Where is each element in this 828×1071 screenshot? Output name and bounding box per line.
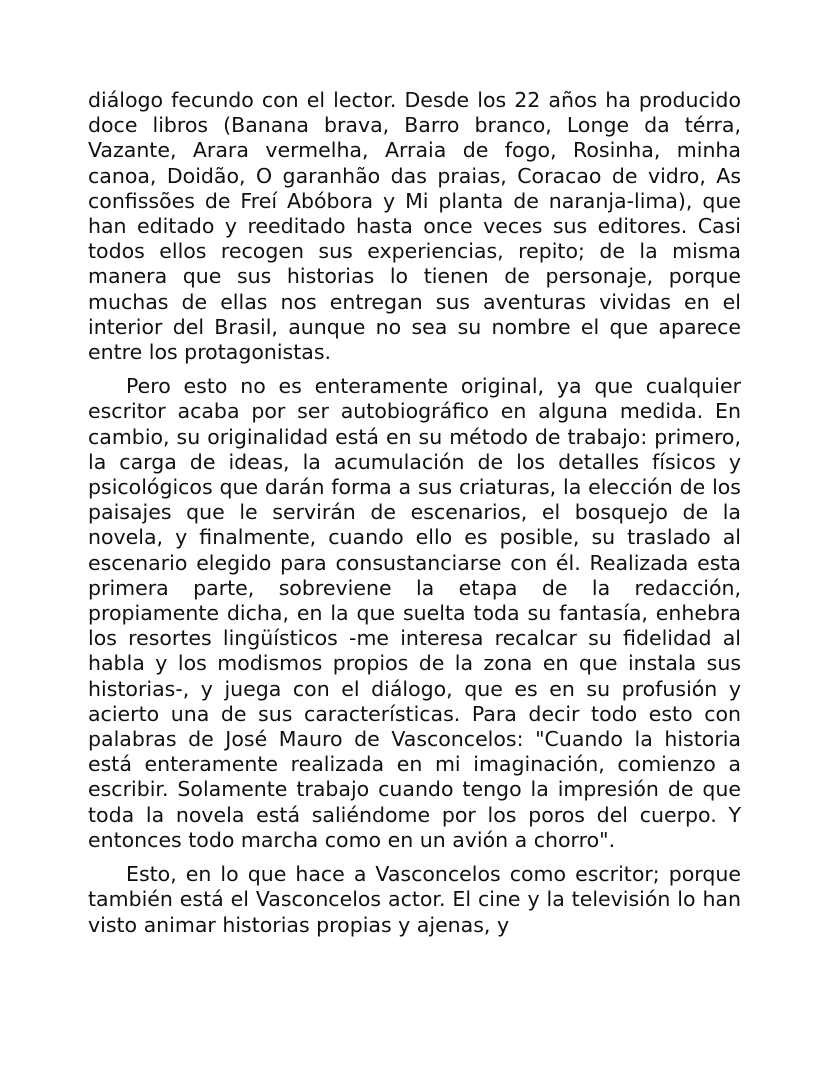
paragraph-3: Esto, en lo que hace a Vasconcelos como escritor; porque también está el Vasconcelos actor. El cine y la televisión lo han visto animar historias propias y ajenas, y: [88, 862, 741, 937]
document-page: [88, 88, 741, 938]
paragraph-1: diálogo fecundo con el lector. Desde los 22 años ha producido doce libros (Banana brava, Barro branco, Longe da térra, Vazante, Arara vermelha, Arraia de fogo, Rosinha, minha canoa, Doidão, O garanhão das praias, Coracao de vidro, As confissões de Freí Abóbora y Mi planta de naranja-lima), que han editado y reeditado hasta once veces sus editores. Casi todos ellos recogen sus experiencias, repito; de la misma manera que sus historias lo tienen de personaje, porque muchas de ellas nos entregan sus aventuras vividas en el interior del Brasil, aunque no sea su nombre el que aparece entre los protagonistas.: [88, 88, 741, 365]
paragraph-2: Pero esto no es enteramente original, ya que cualquier escritor acaba por ser autobiográfico en alguna medida. En cambio, su originalidad está en su método de trabajo: primero, la carga de ideas, la acumulación de los detalles físicos y psicológicos que darán forma a sus criaturas, la elección de los paisajes que le servirán de escenarios, el bosquejo de la novela, y finalmente, cuando ello es posible, su traslado al escenario elegido para consustanciarse con él. Realizada esta primera parte, sobreviene la etapa de la redacción, propiamente dicha, en la que suelta toda su fantasía, enhebra los resortes lingüísticos -me interesa recalcar su fidelidad al habla y los modismos propios de la zona en que instala sus historias-, y juega con el diálogo, que es en su profusión y acierto una de sus características. Para decir todo esto con palabras de José Mauro de Vasconcelos: "Cuando la historia está enteramente realizada en mi imaginación, comienzo a escribir. Solamente trabajo cuando tengo la impresión de que toda la novela está saliéndome por los poros del cuerpo. Y entonces todo marcha como en un avión a chorro".: [88, 374, 741, 852]
